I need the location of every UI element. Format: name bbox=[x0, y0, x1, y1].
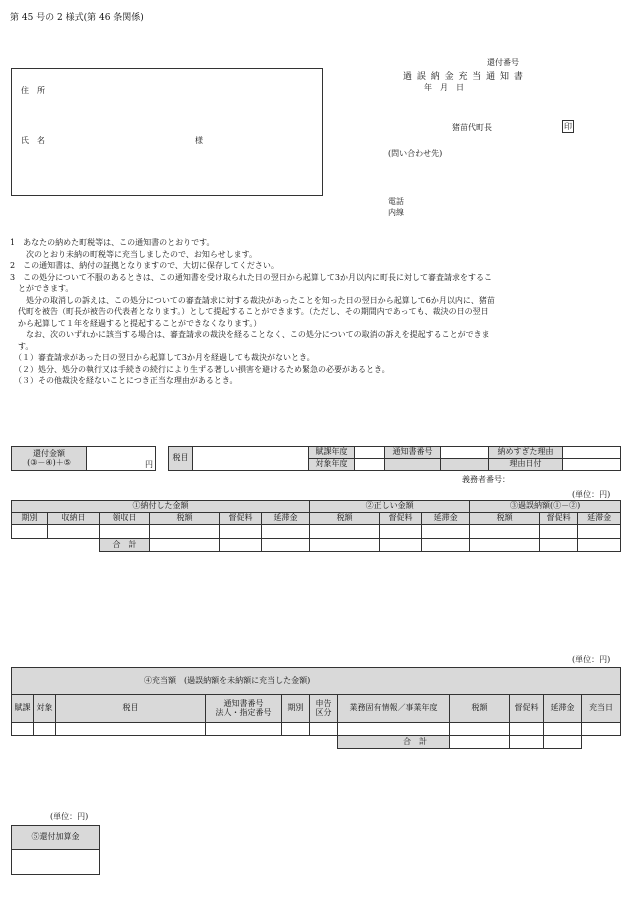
col-header: 収納日 bbox=[48, 513, 100, 525]
col-header: 督促料 bbox=[540, 513, 578, 525]
col-decl: 申告 区分 bbox=[310, 695, 338, 723]
note-line: （３）その他裁決を経ないことにつき正当な理由があるとき。 bbox=[10, 376, 238, 385]
note-line: 次のとおり未納の町税等に充当しましたので、お知らせします。 bbox=[10, 249, 257, 259]
refund-amount-table bbox=[11, 446, 156, 471]
paid-amount-table bbox=[11, 500, 621, 552]
col-target: 対象 bbox=[34, 695, 56, 723]
col-item: 税目 bbox=[56, 695, 206, 723]
honorific: 様 bbox=[195, 136, 203, 145]
col-header: 税額 bbox=[470, 513, 540, 525]
refund-addition-label: ⑤還付加算金 bbox=[12, 826, 100, 850]
table3-unit: (単位：円) bbox=[50, 812, 89, 821]
note-line: 代町を被告（町長が被告の代表者となります。）として提起することができます。（ただし、その期間内であっても、裁決の日の翌日 bbox=[10, 307, 489, 316]
name-label: 氏 名 bbox=[21, 136, 45, 145]
phone-label: 電話 bbox=[388, 197, 404, 206]
total-row bbox=[12, 539, 621, 552]
blank-cell bbox=[441, 459, 489, 471]
refund-addition-table bbox=[11, 825, 100, 875]
note-line: から起算して１年を経過すると提起することができなくなります。） bbox=[10, 318, 262, 328]
issue-date: 年 月 日 bbox=[424, 83, 464, 92]
col-header: 税額 bbox=[150, 513, 220, 525]
col-levy: 賦課 bbox=[12, 695, 34, 723]
levy-year-value bbox=[355, 447, 385, 459]
tax-item-value bbox=[193, 447, 309, 471]
col-header: 領収日 bbox=[100, 513, 150, 525]
note-line: 処分の取消しの訴えは、この処分についての審査請求に対する裁決があったことを知った日の翌日から起算して6か月以内に、猪苗 bbox=[10, 295, 495, 305]
col-header: 督促料 bbox=[380, 513, 422, 525]
overpaid-reason-label: 納めすぎた理由 bbox=[489, 447, 563, 459]
col-notice: 通知書番号 法人・指定番号 bbox=[206, 695, 282, 723]
col-period: 期別 bbox=[282, 695, 310, 723]
col-fee: 督促料 bbox=[510, 695, 544, 723]
note-line: （１）審査請求があった日の翌日から起算して3か月を経過しても裁決がないとき。 bbox=[10, 353, 315, 362]
tax-item-label: 税目 bbox=[169, 447, 193, 471]
group-paid: ①納付した金額 bbox=[12, 501, 310, 513]
group-correct: ②正しい金額 bbox=[310, 501, 470, 513]
col-late: 延滞金 bbox=[544, 695, 582, 723]
table2-unit: (単位：円) bbox=[572, 655, 611, 664]
applied-amount-table bbox=[11, 667, 621, 749]
refund-no-label: 還付番号 bbox=[487, 58, 519, 67]
notice-no-value-2 bbox=[385, 459, 441, 471]
col-tax: 税額 bbox=[450, 695, 510, 723]
refund-amount-value: 円 bbox=[87, 447, 156, 471]
notice-no-value bbox=[441, 447, 489, 459]
refund-amount-label: 還付金額 (③－④)＋⑤ bbox=[12, 447, 87, 471]
col-header: 延滞金 bbox=[262, 513, 310, 525]
address-box bbox=[11, 68, 323, 196]
issuer: 猪苗代町長 bbox=[452, 123, 492, 132]
group-overpaid: ③過誤納額(①－②) bbox=[470, 501, 621, 513]
contact-label: (問い合わせ先) bbox=[388, 149, 443, 158]
address-label: 住 所 bbox=[21, 86, 45, 95]
seal-mark: 印 bbox=[564, 122, 572, 131]
doc-title: 過 誤 納 金 充 当 通 知 書 bbox=[403, 72, 524, 82]
note-line: 1 あなたの納めた町税等は、この通知書のとおりです。 bbox=[10, 238, 215, 247]
extension-label: 内線 bbox=[388, 208, 404, 217]
reason-date-label: 理由日付 bbox=[489, 459, 563, 471]
col-header: 税額 bbox=[310, 513, 380, 525]
col-date: 充当日 bbox=[582, 695, 621, 723]
col-header: 督促料 bbox=[220, 513, 262, 525]
form-id: 第 45 号の 2 様式(第 46 条関係) bbox=[10, 13, 144, 23]
note-line: 3 この処分について不服のあるときは、この通知書を受け取られた日の翌日から起算して3か月以内に町長に対して審査請求をするこ bbox=[10, 272, 493, 282]
total-row bbox=[12, 736, 621, 749]
notes bbox=[10, 237, 495, 387]
target-year-value bbox=[355, 459, 385, 471]
col-header: 期別 bbox=[12, 513, 48, 525]
applied-header: ④充当額 (過誤納額を未納額に充当した金額) bbox=[12, 668, 621, 695]
reason-date-value bbox=[563, 459, 621, 471]
note-line: 2 この通知書は、納付の証拠となりますので、大切に保存してください。 bbox=[10, 261, 279, 270]
levy-year-label: 賦課年度 bbox=[309, 447, 355, 459]
overpaid-reason-value bbox=[563, 447, 621, 459]
refund-addition-value bbox=[12, 850, 100, 875]
table1-unit: (単位：円) bbox=[572, 490, 611, 499]
note-line: なお、次のいずれかに該当する場合は、審査請求の裁決を経ることなく、この処分についての取消の訴えを提起することができま bbox=[10, 330, 490, 339]
notice-no-label: 通知書番号 bbox=[385, 447, 441, 459]
note-line: とができます。 bbox=[10, 284, 74, 293]
table-row bbox=[12, 723, 621, 736]
note-line: （２）処分、処分の執行又は手続きの続行により生ずる著しい損害を避けるため緊急の必要があるとき。 bbox=[10, 364, 390, 374]
col-biz: 業務固有情報／事業年度 bbox=[338, 695, 450, 723]
total-label: 合 計 bbox=[338, 736, 450, 749]
col-header: 延滞金 bbox=[422, 513, 470, 525]
summary-table bbox=[168, 446, 621, 471]
total-label: 合 計 bbox=[100, 539, 150, 552]
note-line: す。 bbox=[10, 341, 34, 351]
col-header: 延滞金 bbox=[578, 513, 621, 525]
table-row bbox=[12, 525, 621, 539]
target-year-label: 対象年度 bbox=[309, 459, 355, 471]
taxpayer-no-label: 義務者番号： bbox=[462, 475, 510, 484]
